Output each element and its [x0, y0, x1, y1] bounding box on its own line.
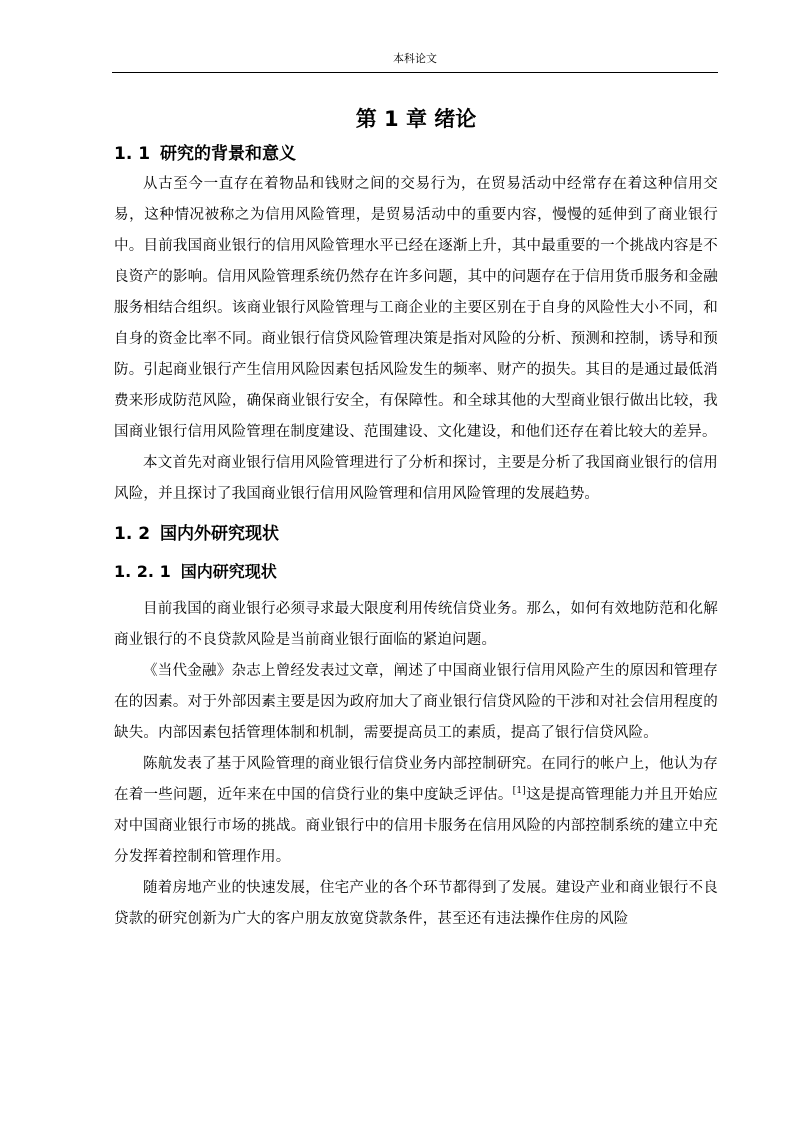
paragraph-with-citation	[114, 749, 718, 873]
paragraph-text: 这是提高管理能力并且开始应对中国商业银行市场的挑战。商业银行中的信用卡服务在信用风险的内部控制系统的建立中充分发挥着控制和管理作用。	[114, 787, 718, 865]
paragraph: 从古至今一直存在着物品和钱财之间的交易行为，在贸易活动中经常存在着这种信用交易，这种情况被称之为信用风险管理，是贸易活动中的重要内容，慢慢的延伸到了商业银行中。目前我国商业银行的信用风险管理水平已经在逐渐上升，其中最重要的一个挑战内容是不良资产的影响。信用风险管理系统仍然存在许多问题，其中的问题存在于信用货币服务和金融服务相结合组织。该商业银行风险管理与工商企业的主要区别在于自身的风险性大小不同，和自身的资金比率不同。商业银行信贷风险管理决策是指对风险的分析、预测和控制，诱导和预防。引起商业银行产生信用风险因素包括风险发生的频率、财产的损失。其目的是通过最低消费来形成防范风险，确保商业银行安全，有保障性。和全球其他的大型商业银行做出比较，我国商业银行信用风险管理在制度建设、范围建设、文化建设，和他们还存在着比较大的差异。	[114, 176, 718, 440]
section-1-2-1-body	[114, 594, 718, 935]
paragraph: 目前我国的商业银行必须寻求最大限度利用传统信贷业务。那么，如何有效地防范和化解商业银行的不良贷款风险是当前商业银行面临的紧迫问题。	[114, 601, 718, 648]
section-heading-1-1	[114, 140, 718, 168]
section-title: 国内外研究现状	[160, 524, 280, 544]
subsection-heading-1-2-1	[114, 558, 718, 586]
page-body	[114, 96, 718, 935]
section-title: 研究的背景和意义	[160, 144, 297, 164]
chapter-title: 第 1 章 绪论	[355, 107, 477, 131]
paragraph: 随着房地产业的快速发展，住宅产业的各个环节都得到了发展。建设产业和商业银行不良贷款的研究创新为广大的客户朋友放宽贷款条件，甚至还有违法操作住房的风险	[114, 880, 718, 927]
section-number: 1. 1	[114, 144, 151, 164]
subsection-title: 国内研究现状	[180, 562, 277, 581]
running-header: 本科论文	[393, 52, 437, 65]
header-rule	[112, 72, 718, 73]
section-1-1-body	[114, 169, 718, 510]
section-number: 1. 2	[114, 524, 151, 544]
paragraph-text: 陈航发表了基于风险管理的商业银行信贷业务内部控制研究。在同行的帐户上，他认为存在着一些问题，近年来在中国的信贷行业的集中度缺乏评估。	[114, 756, 718, 803]
citation-marker: [1]	[512, 786, 527, 797]
paragraph: 《当代金融》杂志上曾经发表过文章，阐述了中国商业银行信用风险产生的原因和管理存在的因素。对于外部因素主要是因为政府加大了商业银行信贷风险的干涉和对社会信用程度的缺失。内部因素包括管理体制和机制，需要提高员工的素质，提高了银行信贷风险。	[114, 663, 718, 741]
subsection-number: 1. 2. 1	[114, 562, 171, 581]
paragraph: 本文首先对商业银行信用风险管理进行了分析和探讨，主要是分析了我国商业银行的信用风险，并且探讨了我国商业银行信用风险管理和信用风险管理的发展趋势。	[114, 455, 718, 502]
section-heading-1-2	[114, 520, 718, 548]
